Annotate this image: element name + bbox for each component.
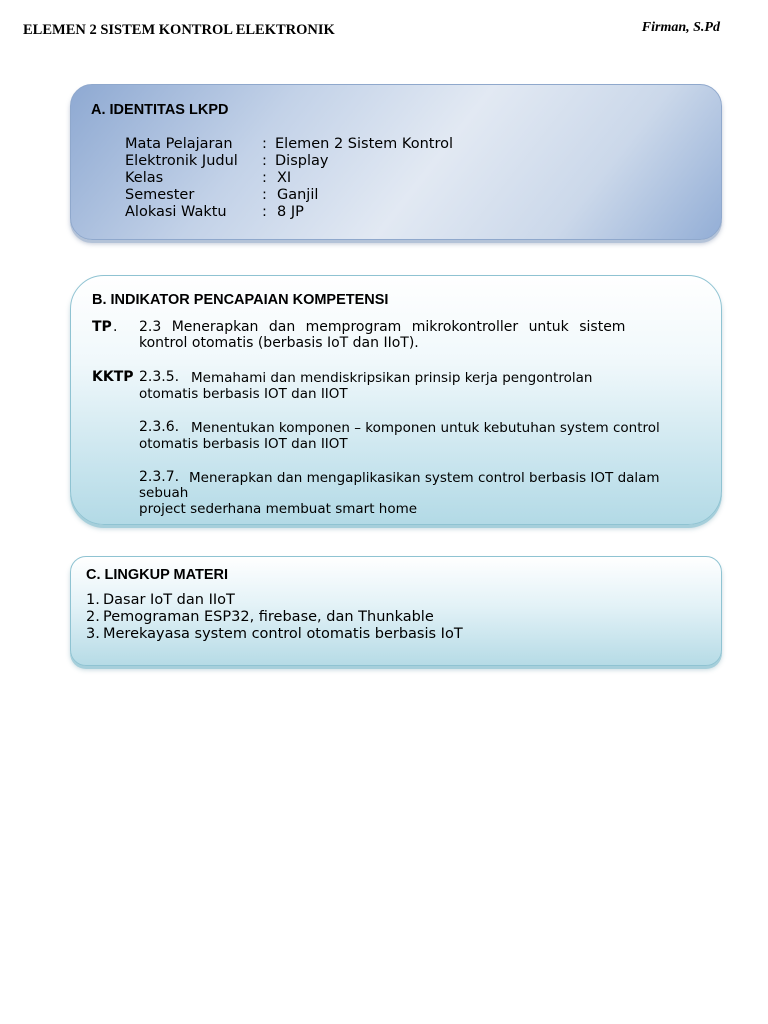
identity-label: Kelas xyxy=(125,170,164,186)
kktp-item-line2: otomatis berbasis IOT dan IIOT xyxy=(139,386,348,402)
kktp-item-line1: Memahami dan mendiskripsikan prinsip kerja pengontrolan xyxy=(191,370,593,386)
list-text: Merekayasa system control otomatis berbasis IoT xyxy=(103,626,463,642)
kktp-item-line3: project sederhana membuat smart home xyxy=(139,501,418,517)
identity-label: Elektronik Judul xyxy=(125,153,238,169)
tp-text-line1: 2.3 Menerapkan dan memprogram mikrokontroller untuk sistem xyxy=(139,319,626,335)
material-list-item xyxy=(86,626,463,643)
indicator-title: B. INDIKATOR PENCAPAIAN KOMPETENSI xyxy=(92,292,389,308)
identity-label: Mata Pelajaran xyxy=(125,136,233,152)
list-number: 2. xyxy=(86,609,100,625)
document-header-author: Firman, S.Pd xyxy=(641,20,720,35)
identity-box xyxy=(70,84,722,240)
identity-colon: : xyxy=(262,136,267,152)
kktp-item-line2: otomatis berbasis IOT dan IIOT xyxy=(139,436,348,452)
identity-colon: : xyxy=(262,170,267,186)
identity-colon: : xyxy=(262,187,267,203)
kktp-item-number: 2.3.6. xyxy=(139,419,180,435)
kktp-label: KKTP xyxy=(92,369,134,385)
identity-value: Display xyxy=(275,153,329,169)
document-header-title: ELEMEN 2 SISTEM KONTROL ELEKTRONIK xyxy=(23,22,335,38)
material-scope-title: C. LINGKUP MATERI xyxy=(86,567,229,583)
kktp-item-number: 2.3.5. xyxy=(139,369,180,385)
tp-text-line2: kontrol otomatis (berbasis IoT dan IIoT). xyxy=(139,335,419,351)
identity-colon: : xyxy=(262,204,267,220)
identity-label: Alokasi Waktu xyxy=(125,204,227,220)
list-text: Pemograman ESP32, firebase, dan Thunkable xyxy=(103,609,434,625)
kktp-item-line1: Menerapkan dan mengaplikasikan system control berbasis IOT dalam xyxy=(189,470,660,486)
material-list-item xyxy=(86,609,434,626)
identity-value: Elemen 2 Sistem Kontrol xyxy=(275,136,453,152)
list-number: 1. xyxy=(86,592,100,608)
list-text: Dasar IoT dan IIoT xyxy=(103,592,235,608)
identity-colon: : xyxy=(262,153,267,169)
identity-value: XI xyxy=(277,170,292,186)
identity-title: A. IDENTITAS LKPD xyxy=(91,102,229,118)
kktp-item-line2: sebuah xyxy=(139,485,189,501)
tp-label: TP xyxy=(92,319,112,335)
identity-value: Ganjil xyxy=(277,187,319,203)
tp-dot: . xyxy=(113,319,118,335)
identity-value: 8 JP xyxy=(277,204,304,220)
kktp-item-number: 2.3.7. xyxy=(139,469,180,485)
indicator-box xyxy=(70,275,722,525)
material-list-item xyxy=(86,592,235,609)
identity-label: Semester xyxy=(125,187,195,203)
kktp-item-line1: Menentukan komponen – komponen untuk kebutuhan system control xyxy=(191,420,660,436)
list-number: 3. xyxy=(86,626,100,642)
material-scope-box xyxy=(70,556,722,666)
